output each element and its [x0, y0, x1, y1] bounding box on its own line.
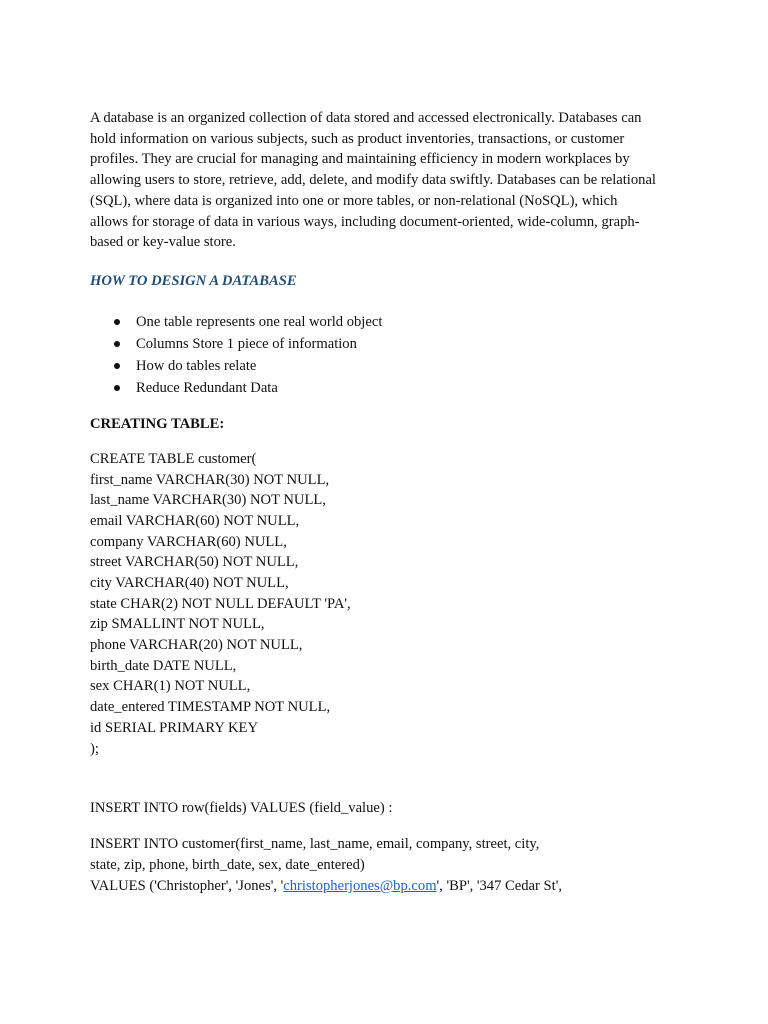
- bullet-icon: [114, 319, 120, 325]
- insert-line: state, zip, phone, birth_date, sex, date_entered): [90, 856, 365, 873]
- insert-syntax-line: INSERT INTO row(fields) VALUES (field_value) :: [90, 800, 393, 817]
- code-line: city VARCHAR(40) NOT NULL,: [90, 575, 289, 592]
- list-item: [90, 377, 690, 399]
- intro-line: hold information on various subjects, such as product inventories, transactions, or customer: [90, 130, 625, 147]
- code-line: first_name VARCHAR(30) NOT NULL,: [90, 471, 330, 488]
- values-suffix: ', 'BP', '347 Cedar St',: [436, 877, 562, 894]
- intro-paragraph: [90, 108, 690, 253]
- code-line: CREATE TABLE customer(: [90, 450, 257, 467]
- bullet-icon: [114, 363, 120, 369]
- intro-line: based or key-value store.: [90, 234, 236, 251]
- bullet-icon: [114, 385, 120, 391]
- code-line: phone VARCHAR(20) NOT NULL,: [90, 637, 303, 654]
- list-item-text: Columns Store 1 piece of information: [136, 335, 357, 352]
- list-item: [90, 355, 690, 377]
- code-line: company VARCHAR(60) NULL,: [90, 533, 287, 550]
- insert-line: INSERT INTO customer(first_name, last_name, email, company, street, city,: [90, 836, 540, 853]
- intro-line: allowing users to store, retrieve, add, delete, and modify data swiftly. Databases can be relational: [90, 172, 656, 189]
- intro-line: allows for storage of data in various ways, including document-oriented, wide-column, graph-: [90, 213, 640, 230]
- intro-line: A database is an organized collection of data stored and accessed electronically. Databases can: [90, 110, 642, 126]
- values-line: [90, 876, 690, 897]
- code-line: email VARCHAR(60) NOT NULL,: [90, 512, 300, 529]
- code-line: date_entered TIMESTAMP NOT NULL,: [90, 699, 331, 716]
- list-item-text: How do tables relate: [136, 357, 257, 374]
- code-line: zip SMALLINT NOT NULL,: [90, 616, 265, 633]
- code-line: sex CHAR(1) NOT NULL,: [90, 678, 251, 695]
- email-link[interactable]: christopherjones@bp.com: [283, 877, 437, 894]
- creating-table-title: CREATING TABLE:: [90, 415, 225, 432]
- code-line: id SERIAL PRIMARY KEY: [90, 719, 258, 736]
- document-page: [90, 108, 690, 896]
- design-heading: HOW TO DESIGN A DATABASE: [90, 272, 297, 289]
- code-line: birth_date DATE NULL,: [90, 657, 237, 674]
- intro-line: profiles. They are crucial for managing and maintaining efficiency in modern workplaces by: [90, 151, 630, 168]
- design-points-list: [90, 311, 690, 399]
- code-line: );: [90, 740, 99, 757]
- intro-line: (SQL), where data is organized into one or more tables, or non-relational (NoSQL), which: [90, 192, 618, 209]
- code-line: state CHAR(2) NOT NULL DEFAULT 'PA',: [90, 595, 351, 612]
- values-prefix: VALUES ('Christopher', 'Jones', ': [90, 877, 284, 894]
- list-item-text: Reduce Redundant Data: [136, 379, 278, 396]
- list-item-text: One table represents one real world object: [136, 313, 383, 330]
- insert-example: [90, 834, 690, 896]
- code-line: street VARCHAR(50) NOT NULL,: [90, 554, 299, 571]
- code-line: last_name VARCHAR(30) NOT NULL,: [90, 492, 326, 509]
- list-item: [90, 333, 690, 355]
- create-table-statement: [90, 449, 690, 759]
- list-item: [90, 311, 690, 333]
- bullet-icon: [114, 341, 120, 347]
